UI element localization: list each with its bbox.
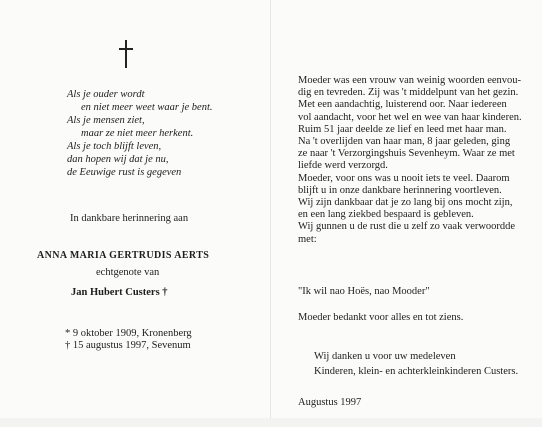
cross-icon (119, 40, 133, 68)
text-line: Moeder, voor ons was u nooit iets te veel. Daarom (298, 172, 510, 184)
text-line: blijft u in onze dankbare herinnering voortleven. (298, 184, 502, 196)
thanks-text: Moeder bedankt voor alles en tot ziens. (298, 312, 464, 323)
text-line: met: (298, 233, 317, 245)
fold-line (270, 0, 271, 427)
text-line: ze naar 't Verzorgingshuis Sevenheym. Waar ze met (298, 148, 515, 160)
closing-line: Wij danken u voor uw medeleven (314, 351, 456, 362)
poem-line: Als je mensen ziet, (67, 115, 145, 126)
text-line: Wij gunnen u de rust die u zelf zo vaak verwoordde (298, 221, 516, 233)
text-line: Moeder was een vrouw van weinig woorden eenvou- (298, 75, 522, 86)
memorial-text (298, 75, 522, 246)
spouse-label: echtgenote van (96, 267, 160, 278)
deceased-name: ANNA MARIA GERTRUDIS AERTS (37, 250, 210, 261)
text-line: dig en tevreden. Zij was 't middelpunt van het gezin. (298, 87, 519, 99)
text-line: Wij zijn dankbaar dat je zo lang bij ons mocht zijn, (298, 197, 513, 209)
card-bottom-edge (0, 418, 542, 427)
poem (67, 88, 213, 179)
text-line: liefde werd verzorgd. (298, 160, 388, 172)
remembrance-text: In dankbare herinnering aan (70, 213, 189, 224)
text-line: Ruim 51 jaar deelde ze lief en leed met haar man. (298, 123, 507, 135)
text-line: en een lang ziekbed bespaard is gebleven. (298, 209, 474, 221)
birth-date: * 9 oktober 1909, Kronenberg (65, 328, 192, 339)
text-line: vol aandacht, voor het wel en wee van haar kinderen. (298, 111, 522, 123)
poem-line: dan hopen wij dat je nu, (67, 154, 169, 165)
death-date: † 15 augustus 1997, Sevenum (65, 340, 191, 351)
poem-line: Als je ouder wordt (67, 89, 145, 100)
poem-line: Als je toch blijft leven, (67, 141, 162, 152)
text-line: Na 't overlijden van haar man, 8 jaar geleden, ging (298, 136, 511, 148)
quote: "Ik wil nao Hoës, nao Mooder" (298, 286, 430, 297)
card-date: Augustus 1997 (298, 397, 362, 408)
poem-line: de Eeuwige rust is gegeven (67, 167, 182, 178)
poem-line: en niet meer weet waar je bent. (81, 102, 213, 113)
spouse-name: Jan Hubert Custers † (71, 287, 168, 298)
text-line: Met een aandachtig, luisterend oor. Naar iedereen (298, 99, 507, 111)
closing-line: Kinderen, klein- en achterkleinkinderen Custers. (314, 366, 519, 377)
poem-line: maar ze niet meer herkent. (81, 128, 194, 139)
